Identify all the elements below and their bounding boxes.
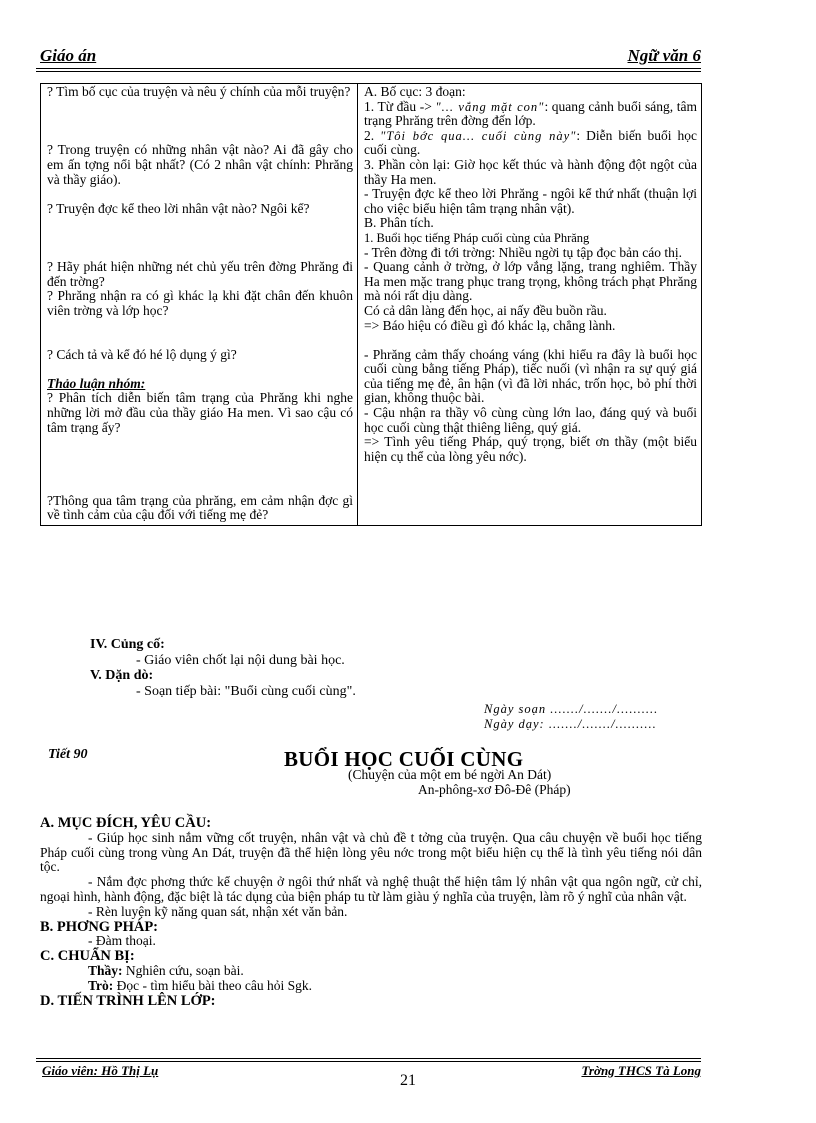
- date-fields: [484, 702, 658, 732]
- question: ?Thông qua tâm trạng của phrăng, em cảm nhận đợc gì về tình cảm của cậu đối với tiếng mẹ đẻ?: [47, 492, 353, 523]
- group-discussion-label: Thảo luận nhóm:: [47, 375, 146, 391]
- paragraph: Thầy: Nghiên cứu, soạn bài.: [88, 962, 244, 978]
- lesson-table: [40, 83, 702, 526]
- question: ? Tìm bố cục của truyện và nêu ý chính của mỗi truyện?: [47, 84, 351, 99]
- answers-column: [358, 84, 702, 526]
- date-taught: Ngày dạy: ......./......./..........: [484, 717, 657, 731]
- date-prepared: Ngày soạn ......./......./..........: [484, 702, 659, 716]
- answer: - Truyện đợc kể theo lời Phrăng - ngôi kể thứ nhất (thuận lợi cho việc biểu hiện tâm trạng nhân vật).: [364, 186, 697, 216]
- paragraph: Trò: Đọc - tìm hiểu bài theo câu hỏi Sgk.: [88, 977, 312, 993]
- question: ? Phrăng nhận ra có gì khác lạ khi đặt chân đến khuôn viên trờng và lớp học?: [47, 288, 353, 318]
- section-heading: C. CHUẨN BỊ:: [40, 948, 135, 965]
- questions-column: [41, 84, 358, 526]
- answer: A. Bố cục: 3 đoạn:: [364, 84, 466, 99]
- answer: 3. Phần còn lại: Giờ học kết thúc và hành động đột ngột của thầy Ha men.: [364, 156, 697, 187]
- footer-right: Trờng THCS Tà Long: [581, 1063, 701, 1078]
- answer: 2. "Tôi bớc qua... cuối cùng này": Diễn biến buổi học cuối cùng.: [364, 127, 698, 158]
- objectives-section: [40, 816, 702, 1008]
- paragraph: - Nắm đợc phơng thức kể chuyện ở ngôi thứ nhất và nghệ thuật thể hiện tâm lý nhân vật qua ngôn ngữ, cử chỉ, ngoại hình, hành động, đặc biệt là tác dụng của biện pháp tu từ làm giàu ý nghĩa của truyện, làm rõ ý nghĩ của nhân vật.: [40, 874, 702, 904]
- answer: - Quang cảnh ở trờng, ở lớp vắng lặng, trang nghiêm. Thầy Ha men mặc trang phục trang trọng, không trách phạt Phrăng mà nói rất dịu dàng.: [364, 259, 697, 304]
- footer-left: Giáo viên: Hồ Thị Lụ: [42, 1063, 159, 1078]
- page-header: [36, 46, 701, 68]
- answer: B. Phân tích.: [364, 215, 434, 231]
- header-left: Giáo án: [40, 46, 97, 65]
- answer: 1. Từ đầu -> "... vắng mặt con": quang cảnh buổi sáng, tâm trạng Phrăng trên đờng đến lớp.: [364, 98, 697, 129]
- footer-rule-2: [36, 1061, 701, 1062]
- header-right: Ngữ văn 6: [627, 46, 701, 65]
- question: ? Hãy phát hiện những nét chủ yếu trên đờng Phrăng đi đến trờng?: [47, 259, 353, 289]
- header-rule-2: [36, 71, 701, 72]
- review-heading: IV. Củng cố:: [90, 637, 165, 652]
- paragraph: - Đàm thoại.: [88, 933, 156, 949]
- header-rule: [36, 68, 701, 69]
- section-heading: B. PHƠNG PHÁP:: [40, 918, 159, 935]
- paragraph: - Giúp học sinh nắm vững cốt truyện, nhân vật và chủ đề t tởng của truyện. Qua câu chuyện về buổi học tiếng Pháp cuối cùng trong vùng An Dát, truyện đã thể hiện lòng yêu nớc trong một biểu hiện cụ thể là tình yêu tiếng nói dân tộc.: [40, 829, 702, 875]
- paragraph: - Rèn luyện kỹ năng quan sát, nhận xét văn bản.: [88, 903, 348, 919]
- lesson-number: Tiết 90: [48, 747, 88, 762]
- section-heading: D. TIẾN TRÌNH LÊN LỚP:: [40, 992, 216, 1009]
- homework-heading: V. Dặn dò:: [90, 668, 154, 683]
- question: ? Phân tích diễn biến tâm trạng của Phrăng khi nghe những lời mở đầu của thầy giáo Ha men. Vì sao cậu có tâm trạng ấy?: [47, 390, 353, 435]
- answer: Có cả dân làng đến học, ai nấy đều buồn rầu.: [364, 302, 607, 318]
- answer: - Phrăng cảm thấy choáng váng (khi hiểu ra đây là buổi học cuối cùng bằng tiếng Pháp), tiếc nuối (vì nhận ra sự quý giá của tiếng mẹ đẻ, ân hận (vì đã lời nhác, trốn học, bỏ phí thời gian, không thuộc bài.: [364, 346, 697, 406]
- page-number: 21: [400, 1072, 416, 1089]
- footer-rule: [36, 1058, 701, 1059]
- question: ? Trong truyện có những nhân vật nào? Ai đã gây cho em ấn tợng nổi bật nhất? (Có 2 nhân vật chính: Phrăng và thầy giáo).: [47, 142, 353, 187]
- homework-text: - Soạn tiếp bài: "Buổi cùng cuối cùng".: [136, 684, 356, 699]
- question: ? Truyện đợc kể theo lời nhân vật nào? Ngôi kể?: [47, 200, 310, 216]
- answer: 1. Buổi học tiếng Pháp cuối cùng của Phrăng: [364, 230, 590, 245]
- question: ? Cách tả và kể đó hé lộ dụng ý gì?: [47, 346, 237, 362]
- lesson-author: An-phông-xơ Đô-Đê (Pháp): [418, 782, 571, 797]
- lesson-subtitle: (Chuyện của một em bé ngời An Dát): [348, 767, 552, 782]
- answer: => Báo hiệu có điều gì đó khác lạ, chẳng lành.: [364, 317, 616, 333]
- answer: => Tình yêu tiếng Pháp, quý trọng, biết ơn thầy (một biểu hiện cụ thể của lòng yêu nớc).: [364, 434, 697, 464]
- review-text: - Giáo viên chốt lại nội dung bài học.: [136, 653, 345, 668]
- section-heading: A. MỤC ĐÍCH, YÊU CẦU:: [40, 815, 212, 831]
- lesson-title: BUỔI HỌC CUỐI CÙNG: [284, 747, 524, 771]
- answer: - Trên đờng đi tới trờng: Nhiều ngời tụ tập đọc bản cáo thị.: [364, 244, 683, 260]
- answer: - Cậu nhận ra thầy vô cùng cùng lớn lao, đáng quý và buổi học cuối cùng thật thiêng liêng, quý giá.: [364, 405, 697, 435]
- table-row: [41, 84, 702, 526]
